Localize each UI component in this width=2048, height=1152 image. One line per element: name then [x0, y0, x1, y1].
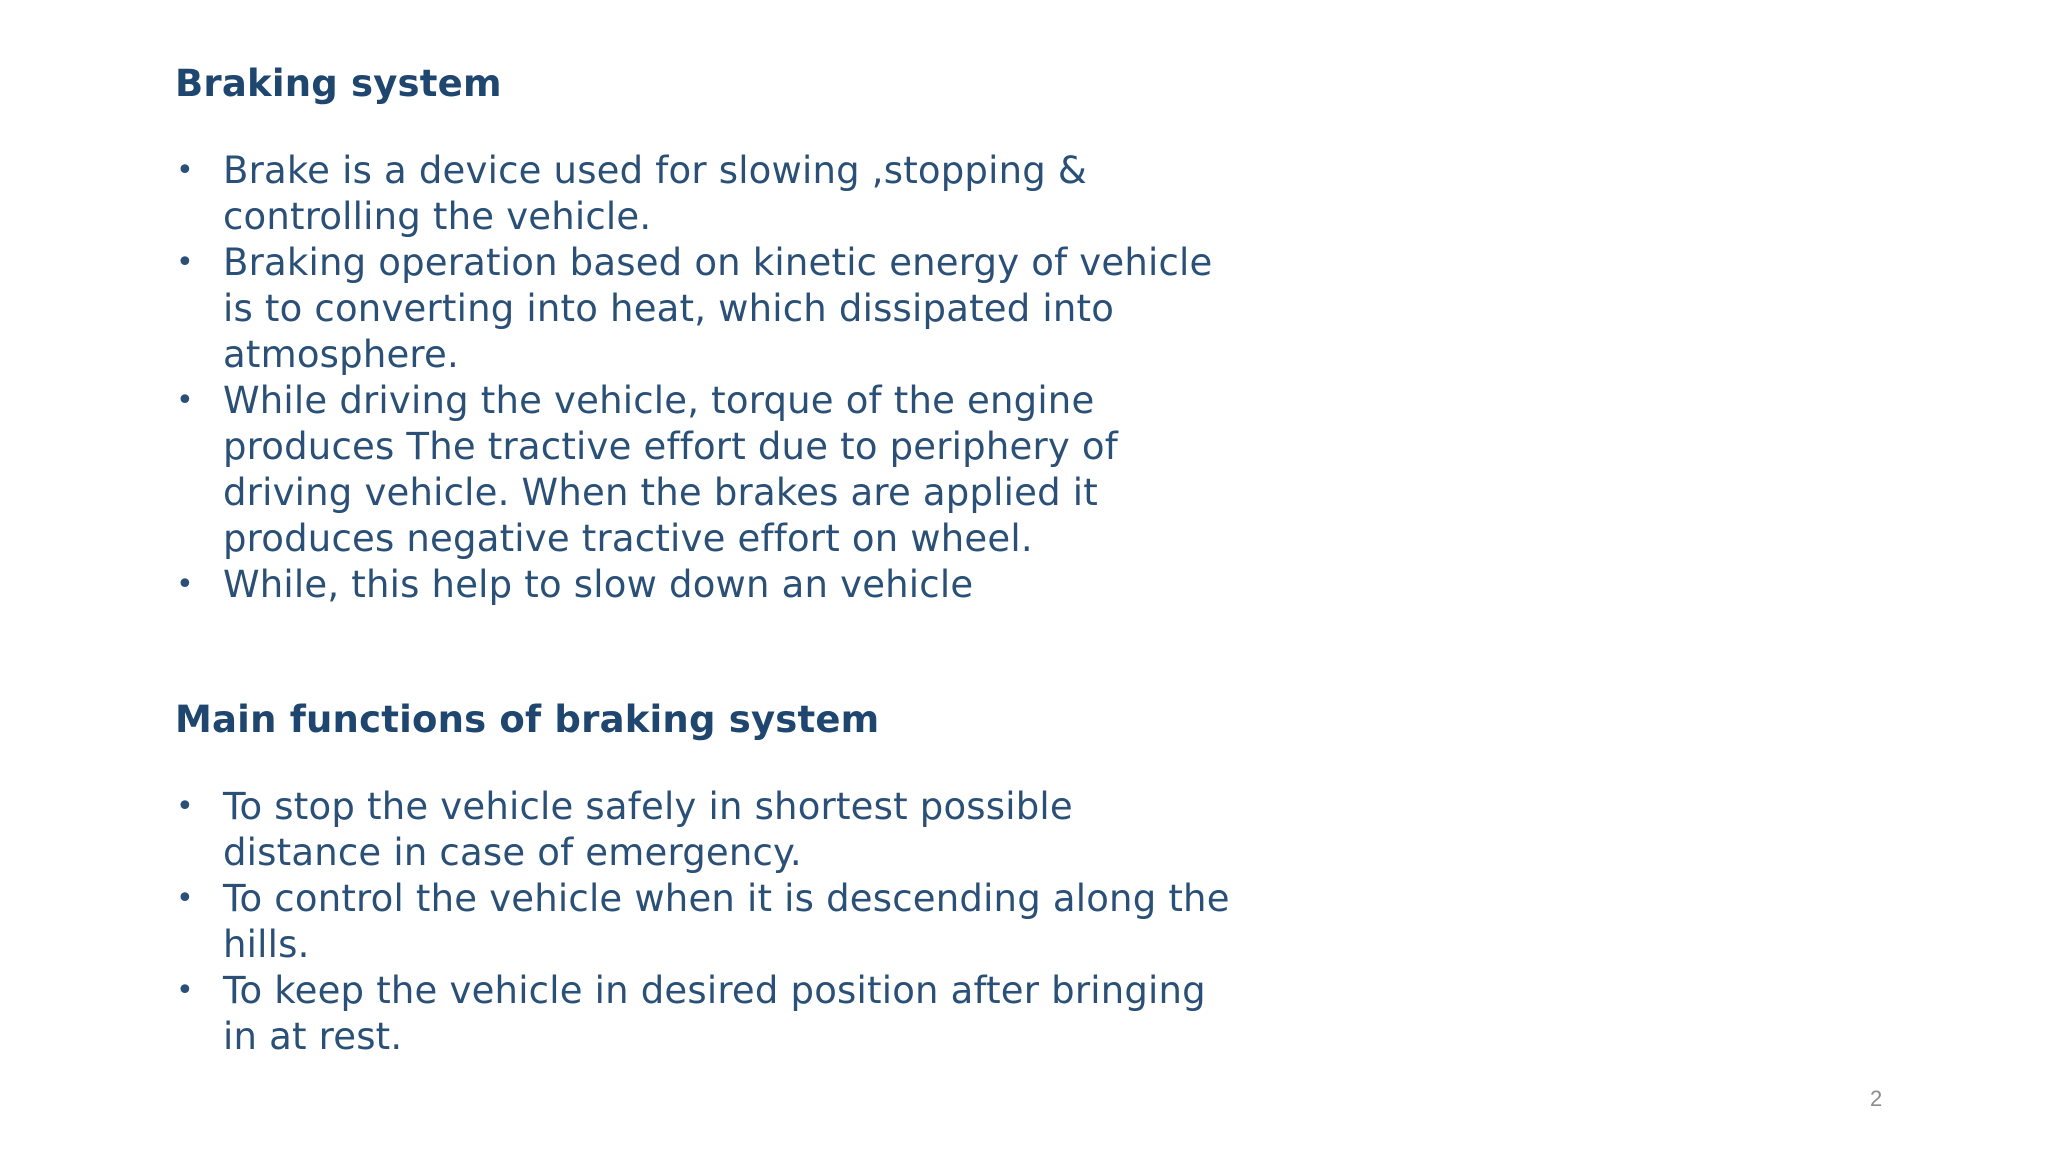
list-item	[175, 240, 1235, 378]
list-item	[175, 148, 1235, 240]
list-item	[175, 968, 1235, 1060]
braking-system-title: Braking system	[175, 62, 502, 105]
bullet-icon: •	[176, 245, 194, 280]
bullet-text: To control the vehicle when it is descending along the hills.	[223, 877, 1230, 966]
list-item	[175, 378, 1235, 562]
list-item	[175, 562, 1235, 608]
bullet-icon: •	[176, 973, 194, 1008]
braking-system-bullets	[175, 148, 1235, 608]
bullet-text: To keep the vehicle in desired position after bringing in at rest.	[223, 969, 1206, 1058]
main-functions-title: Main functions of braking system	[175, 698, 880, 741]
bullet-icon: •	[176, 383, 194, 418]
list-item	[175, 876, 1235, 968]
list-item	[175, 784, 1235, 876]
bullet-text: While, this help to slow down an vehicle	[223, 563, 974, 606]
bullet-icon: •	[176, 881, 194, 916]
bullet-text: To stop the vehicle safely in shortest possible distance in case of emergency.	[223, 785, 1073, 874]
page-number: 2	[1870, 1086, 1883, 1111]
bullet-text: Brake is a device used for slowing ,stopping & controlling the vehicle.	[223, 149, 1087, 238]
slide-content	[175, 58, 1235, 1060]
main-functions-bullets	[175, 784, 1235, 1060]
bullet-icon: •	[176, 789, 194, 824]
bullet-icon: •	[176, 153, 194, 188]
bullet-icon: •	[176, 567, 194, 602]
bullet-text: While driving the vehicle, torque of the engine produces The tractive effort due to periphery of driving vehicle. When the brakes are applied it produces negative tractive effort on wheel.	[223, 379, 1118, 560]
bullet-text: Braking operation based on kinetic energy of vehicle is to converting into heat, which dissipated into atmosphere.	[223, 241, 1213, 376]
